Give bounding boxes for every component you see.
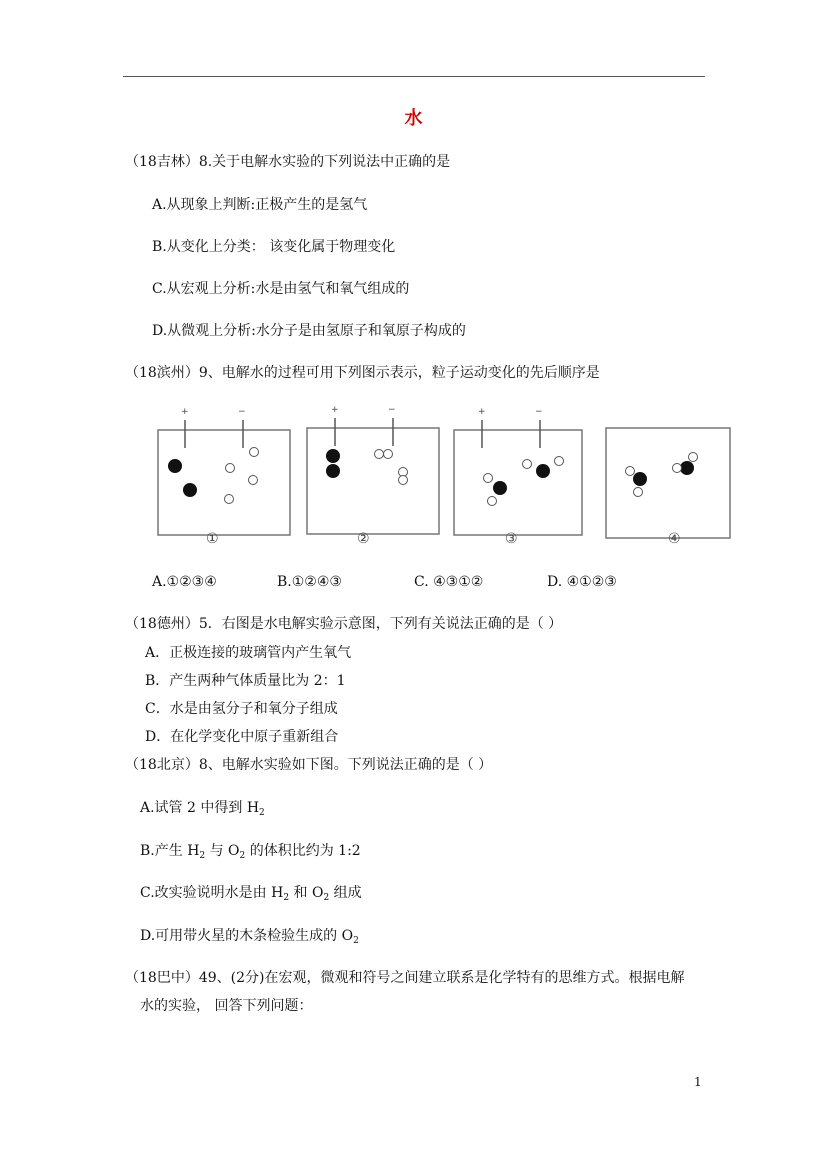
question-2-option-a: A.①②③④ [152,574,217,590]
oxygen-atom [326,449,340,463]
hydrogen-atom [384,450,393,459]
panel-3-label: ③ [505,531,518,547]
figure-panel-2-box [307,428,439,534]
figure-panel-3-box [454,430,582,535]
oxygen-atom [536,464,550,478]
question-1-option-a: A.从现象上判断:正极产生的是氢气 [152,197,368,213]
question-4-stem: （18北京）8、电解水实验如下图。下列说法正确的是（ ） [125,757,493,773]
hydrogen-atom [484,474,493,483]
panel-1-label: ① [206,531,219,547]
hydrogen-atom [626,467,635,476]
question-4-option-c: C.改实验说明水是由 $H_2$ 和 $O_2$ 组成 [140,885,362,903]
question-3-option-a: A．正极连接的玻璃管内产生氧气 [145,645,352,661]
question-3-option-d: D．在化学变化中原子重新组合 [145,729,339,745]
panel-3-particles [484,457,564,506]
panel-2-label: ② [357,531,370,547]
oxygen-atom [633,472,647,486]
oxygen-atom [680,461,694,475]
question-2-stem: （18滨州）9、电解水的过程可用下列图示表示，粒子运动变化的先后顺序是 [125,365,600,381]
question-4-option-d: D.可用带火星的木条检验生成的 $O_2$ [140,928,359,946]
cathode-3-label: − [535,407,543,417]
panel-1-particles [168,448,259,504]
question-2-option-c: C. ④③①② [414,574,484,590]
figure-panel-4-box [606,428,730,538]
anode-1-label: + [181,407,189,417]
question-3-stem: （18德州）5．右图是水电解实验示意图，下列有关说法正确的是（ ） [125,616,563,632]
electrolysis-particle-figure [150,400,732,552]
oxygen-atom [326,464,340,478]
question-3-option-c: C．水是由氢分子和氧分子组成 [145,701,338,717]
question-2-option-d: D. ④①②③ [547,574,617,590]
question-5-line-1: （18巴中）49、(2分)在宏观，微观和符号之间建立联系是化学特有的思维方式。根据电解 [125,970,685,986]
question-3-option-b: B．产生两种气体质量比为 2：1 [145,673,346,689]
hydrogen-atom [226,464,235,473]
page-number: 1 [694,1075,702,1089]
figure-panel-1-box [158,430,290,535]
page-title: 水 [404,108,423,129]
hydrogen-atom [375,450,384,459]
oxygen-atom [183,483,197,497]
hydrogen-atom [488,497,497,506]
oxygen-atom [493,481,507,495]
hydrogen-atom [249,476,258,485]
question-1-stem: （18吉林）8.关于电解水实验的下列说法中正确的是 [125,154,451,170]
question-4-option-b: B.产生 $H_2$ 与 $O_2$ 的体积比约为 1:2 [140,843,361,861]
anode-3-label: + [478,407,486,417]
hydrogen-atom [225,495,234,504]
question-5-line-2: 水的实验， 回答下列问题： [140,998,313,1014]
hydrogen-atom [634,488,643,497]
hydrogen-atom [689,453,698,462]
hydrogen-atom [523,460,532,469]
hydrogen-atom [673,464,682,473]
hydrogen-atom [250,448,259,457]
question-1-option-b: B.从变化上分类： 该变化属于物理变化 [152,239,396,255]
oxygen-atom [168,459,182,473]
question-2-option-b: B.①②④③ [277,574,342,590]
hydrogen-atom [555,457,564,466]
anode-2-label: + [331,405,339,415]
hydrogen-atom [399,476,408,485]
question-4-option-a: A.试管 2 中得到 $H_2$ [140,800,265,818]
question-1-option-d: D.从微观上分析:水分子是由氢原子和氧原子构成的 [152,323,466,339]
panel-4-label: ④ [668,531,681,547]
question-1-option-c: C.从宏观上分析:水是由氢气和氧气组成的 [152,281,410,297]
cathode-1-label: − [238,407,246,417]
panel-2-particles [326,449,408,485]
cathode-2-label: − [388,405,396,415]
header-rule [123,76,705,77]
panel-4-particles [626,453,698,497]
